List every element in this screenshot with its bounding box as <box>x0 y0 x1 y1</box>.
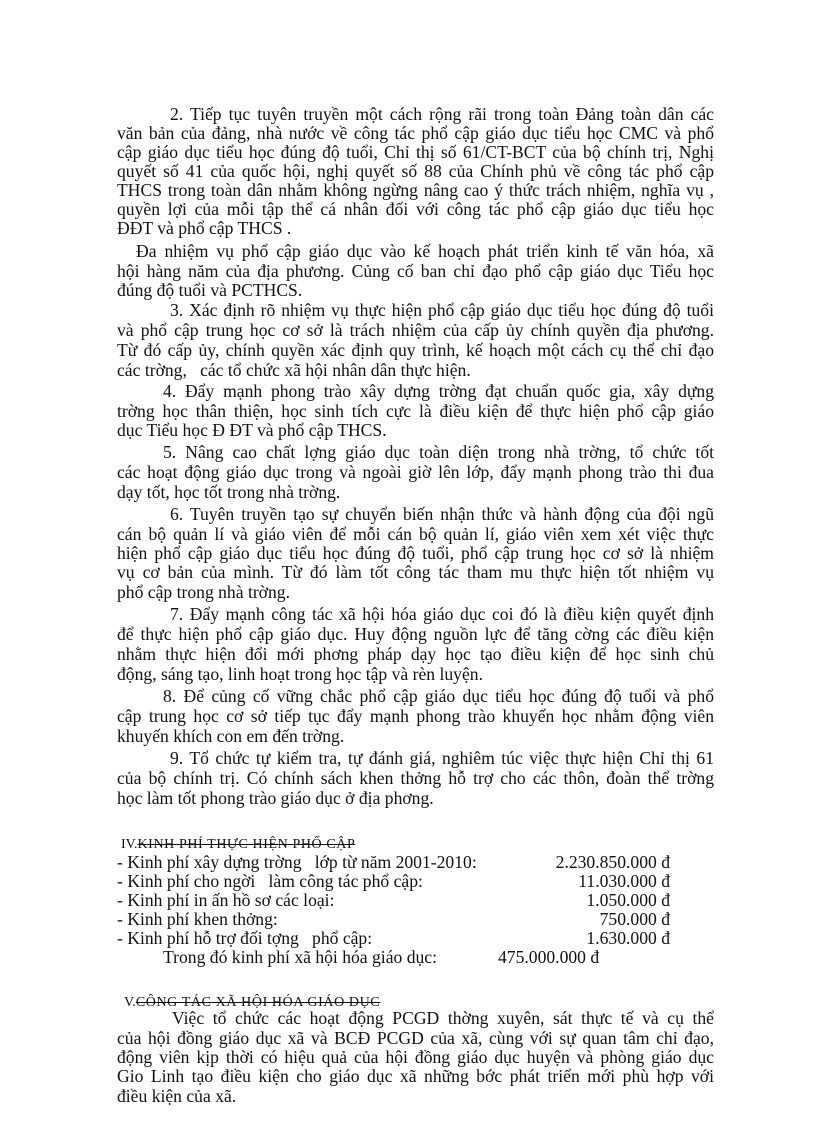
expense-item-amount: 750.000 đ <box>599 909 670 929</box>
paragraph-7-line: để thực hiện phổ cập giáo dục. Huy động nguồn lực để tăng cờng các điều kiện <box>117 624 714 644</box>
section-5-line: của hội đồng giáo dục xã và BCĐ PCGD của xã, cùng với sự quan tâm chỉ đạo, <box>117 1028 714 1048</box>
section-4-number: IV. <box>121 837 138 852</box>
paragraph-6-line: 6. Tuyên truyền tạo sự chuyển biến nhận thức và hành động của đội ngũ <box>170 504 714 524</box>
paragraph-7-line: 7. Đẩy mạnh công tác xã hội hóa giáo dục coi đó là điều kiện quyết định <box>170 604 714 624</box>
paragraph-4-line: 4. Đẩy mạnh phong trào xây dựng trờng đạt chuẩn quốc gia, xây dựng <box>163 381 714 401</box>
section-5-number: V. <box>124 995 136 1010</box>
paragraph-6-line: cán bộ quản lí và giáo viên để mỗi cán bộ quản lí, giáo viên xem xét việc thực <box>117 524 714 544</box>
expense-item-label: - Kinh phí in ấn hồ sơ các loại: <box>117 890 335 910</box>
paragraph-3-line: Từ đó cấp ủy, chính quyền xác định quy trình, kế hoạch một cách cụ thể chỉ đạo <box>117 340 714 360</box>
paragraph-6-line: phổ cập trong nhà trờng. <box>117 582 290 602</box>
expense-item-label: - Kinh phí xây dựng trờng lớp từ năm 2001-2010: <box>117 852 477 872</box>
paragraph-da-line: đúng độ tuổi và PCTHCS. <box>117 280 303 300</box>
paragraph-3-line: các trờng, các tổ chức xã hội nhân dân thực hiện. <box>117 360 471 380</box>
section-5-line: Gio Linh tạo điều kiện cho giáo dục xã những bớc phát triển mới phù hợp với <box>117 1066 714 1086</box>
paragraph-9-line: 9. Tổ chức tự kiểm tra, tự đánh giá, nghiêm túc việc thực hiện Chỉ thị 61 <box>170 748 714 768</box>
paragraph-2-line: quyền lợi của mỗi tập thể cá nhân đối với công tác phổ cập giáo dục tiểu học <box>117 199 714 219</box>
paragraph-2-line: quyết số 41 của quốc hội, nghị quyết số 88 của Chính phủ về công tác phổ cập <box>117 161 714 181</box>
paragraph-8-line: khuyến khích con em đến trờng. <box>117 726 345 746</box>
section-4-title: KINH PHÍ THỰC HIỆN PHỔ CẬP <box>137 837 356 852</box>
section-5-title: CÔNG TÁC XÃ HỘI HÓA GIÁO DỤC <box>135 995 381 1010</box>
expense-item-amount: 1.050.000 đ <box>586 890 670 910</box>
paragraph-7-line: nhằm thực hiện đổi mới phơng pháp dạy học tạo điều kiện để học sinh chủ <box>117 644 714 664</box>
paragraph-5-line: các hoạt động giáo dục trong và ngoài giờ lên lớp, đẩy mạnh phong trào thi đua <box>117 462 714 482</box>
paragraph-5-line: dạy tốt, học tốt trong nhà trờng. <box>117 482 341 502</box>
social-funding-amount: 475.000.000 đ <box>498 947 600 967</box>
paragraph-9-line: của bộ chính trị. Có chính sách khen thởng hỗ trợ cho các thôn, đoàn thể trờng <box>117 768 714 788</box>
paragraph-2-line: ĐĐT và phổ cập THCS . <box>117 218 292 238</box>
paragraph-5-line: 5. Nâng cao chất lợng giáo dục toàn diện trong nhà trờng, tổ chức tốt <box>163 442 714 462</box>
paragraph-2-line: THCS trong toàn dân nhằm không ngừng nâng cao ý thức trách nhiệm, nghĩa vụ , <box>117 180 714 200</box>
expense-item-amount: 2.230.850.000 đ <box>555 852 670 872</box>
paragraph-2-line: cập giáo dục tiểu học đúng độ tuổi, Chỉ thị số 61/CT-BCT của bộ chính trị, Nghị <box>117 142 714 162</box>
paragraph-6-line: hiện phổ cập giáo dục tiểu học đúng độ tuổi, phổ cập trung học cơ sở là nhiệm <box>117 543 714 563</box>
paragraph-6-line: vụ cơ bản của mình. Từ đó làm tốt công tác tham mu thực hiện tốt nhiệm vụ <box>117 562 714 582</box>
expense-item-amount: 1.630.000 đ <box>586 928 670 948</box>
paragraph-4-line: dục Tiểu học Đ ĐT và phổ cập THCS. <box>117 420 387 440</box>
paragraph-da-line: hội hàng năm của địa phương. Củng cố ban chỉ đạo phổ cập giáo dục Tiểu học <box>117 261 714 281</box>
expense-item-label: - Kinh phí cho ngời làm công tác phổ cập: <box>117 871 423 891</box>
paragraph-4-line: trờng học thân thiện, học sinh tích cực là điều kiện để thực hiện phổ cập giáo <box>117 401 714 421</box>
section-5-line: động viên kịp thời có hiệu quả của hội đồng giáo dục huyện và phòng giáo dục <box>117 1047 714 1067</box>
expense-item-label: - Kinh phí khen thởng: <box>117 909 278 929</box>
paragraph-8-line: cập trung học cơ sở tiếp tục đẩy mạnh phong trào khuyến học nhằm động viên <box>117 706 714 726</box>
expense-item-amount: 11.030.000 đ <box>578 871 670 891</box>
paragraph-2-line: 2. Tiếp tục tuyên truyền một cách rộng rãi trong toàn Đảng toàn dân các <box>170 104 714 124</box>
social-funding-label: Trong đó kinh phí xã hội hóa giáo dục: <box>163 947 437 967</box>
paragraph-2-line: văn bản của đảng, nhà nước về công tác phổ cập giáo dục tiểu học CMC và phổ <box>117 123 714 143</box>
expense-item-label: - Kinh phí hỗ trợ đối tợng phổ cập: <box>117 928 373 948</box>
paragraph-9-line: học làm tốt phong trào giáo dục ở địa phơng. <box>117 788 434 808</box>
paragraph-da-line: Đa nhiệm vụ phổ cập giáo dục vào kế hoạch phát triển kinh tế văn hóa, xã <box>136 241 714 261</box>
paragraph-3-line: 3. Xác định rõ nhiệm vụ thực hiện phổ cập giáo dục tiểu học đúng độ tuổi <box>170 300 714 320</box>
section-5-line: Việc tổ chức các hoạt động PCGD thờng xuyên, sát thực tế và cụ thể <box>172 1008 714 1028</box>
paragraph-7-line: động, sáng tạo, linh hoạt trong học tập và rèn luyện. <box>117 664 483 684</box>
paragraph-8-line: 8. Để củng cố vững chắc phổ cập giáo dục tiểu học đúng độ tuổi và phổ <box>163 686 714 706</box>
paragraph-3-line: và phổ cập trung học cơ sở là trách nhiệm của cấp ủy chính quyền địa phương. <box>117 320 714 340</box>
section-5-line: điều kiện của xã. <box>117 1086 237 1106</box>
